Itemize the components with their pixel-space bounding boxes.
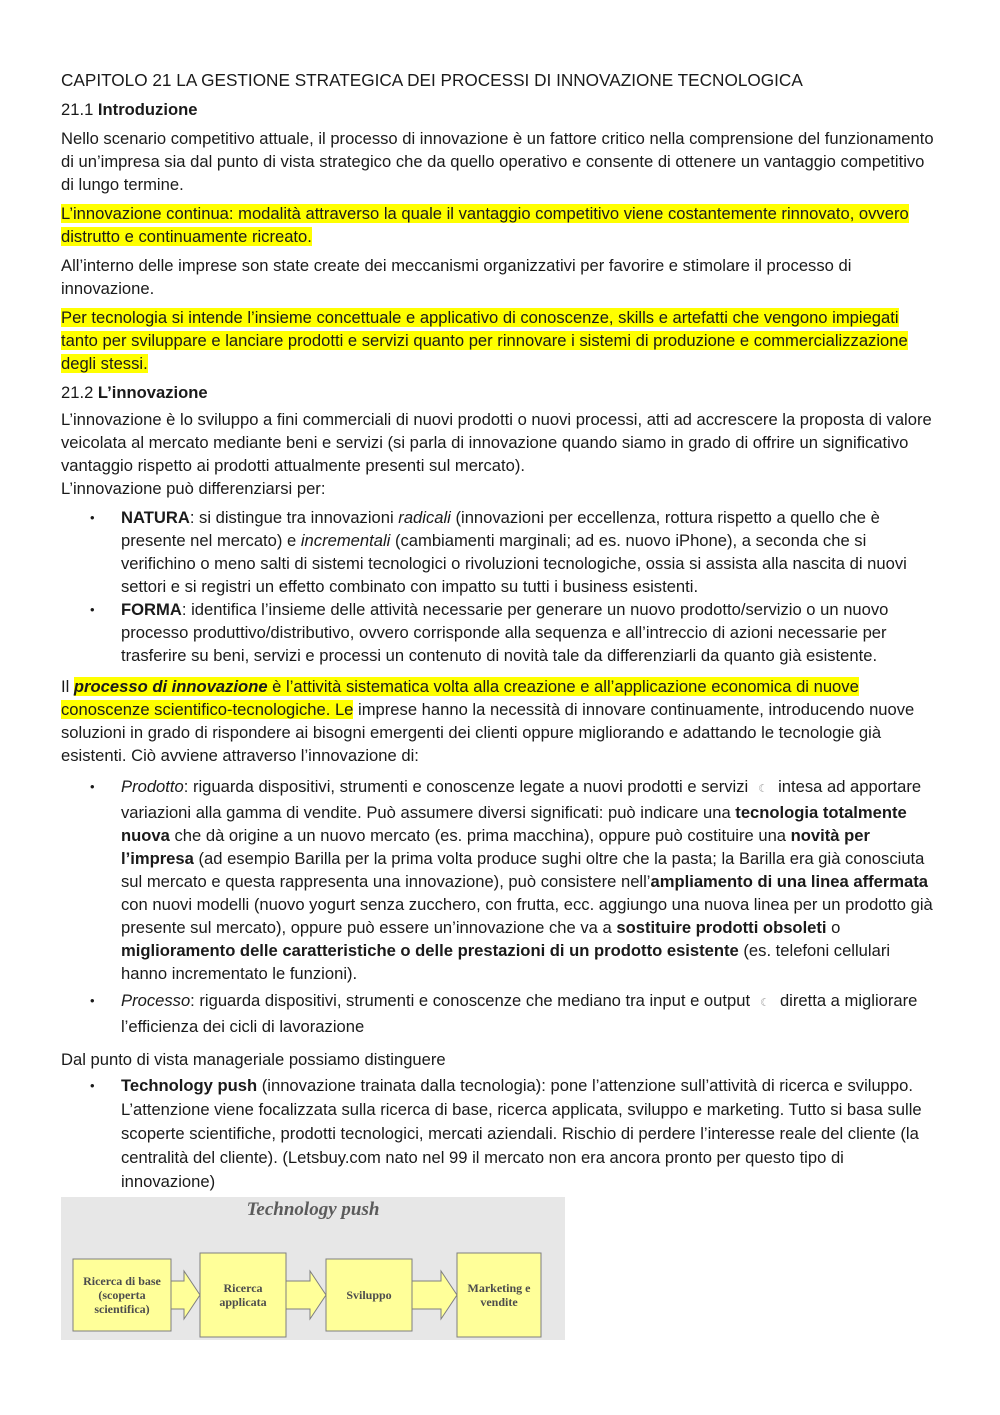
managerial-intro: Dal punto di vista manageriale possiamo distinguere (61, 1050, 446, 1069)
list-item-forma (61, 598, 937, 667)
term-processo-di-innovazione: processo di innovazione (73, 677, 268, 696)
innovation-definition: L’innovazione è lo sviluppo a fini commerciali di nuovi prodotti o nuovi processi, atti ad accrescere la proposta di valore veicolata al mercato mediante beni e servizi (si parla di innovazione quando siamo in grado di offrire un significativo vantaggio rispetto ai prodotti attualmente presenti sul mercato). (61, 410, 932, 475)
innovation-differentiation-intro: L’innovazione può differenziarsi per: (61, 479, 326, 498)
nature-form-list (61, 506, 937, 667)
list-text: intesa ad apportare variazioni alla gamma di vendite. Può assumere diversi significati: può indicare una (121, 777, 922, 822)
arrow-symbol-icon: ☾ (758, 783, 769, 795)
list-text: : riguarda dispositivi, strumenti e conoscenze che mediano tra input e output (190, 991, 751, 1010)
paragraph-text: Il (61, 677, 74, 696)
list-text: : si distingue tra innovazioni (189, 508, 399, 527)
term-prodotto: Prodotto (121, 777, 184, 796)
flow-arrow-3 (412, 1271, 457, 1319)
bold-term: sostituire prodotti obsoleti (616, 918, 827, 937)
term-processo: Processo (121, 991, 191, 1010)
section-heading-21-1 (61, 98, 937, 121)
paragraph-text: imprese hanno la necessità di innovare continuamente, introducendo nuove soluzioni in grado di rispondere ai bisogni emergenti dei clienti oppure migliorando e adattando le tecnologie già esistenti. Ciò avviene attraverso l’innovazione di: (61, 700, 915, 765)
highlight-tecnologia-definition (61, 306, 937, 375)
term-radicali: radicali (398, 508, 451, 527)
arrow-symbol-icon: ☾ (760, 997, 770, 1009)
list-text: : riguarda dispositivi, strumenti e conoscenze legate a nuovi prodotti e servizi (183, 777, 749, 796)
list-item-prodotto (61, 775, 937, 985)
bold-term: novità per l’impresa (121, 826, 870, 868)
managerial-list (61, 1074, 937, 1194)
list-text: (es. telefoni cellulari hanno incrementato le funzioni). (121, 941, 891, 983)
highlight-text: L’innovazione continua: modalità attraverso la quale il vantaggio competitivo viene costantemente rinnovato, ovvero distrutto e continuamente ricreato. (61, 204, 909, 246)
term-technology-push: Technology push (121, 1076, 258, 1095)
section-title: Introduzione (97, 100, 198, 119)
flow-arrow-1 (171, 1271, 200, 1319)
term-forma: FORMA (121, 600, 182, 619)
section-number: 21.1 (61, 100, 98, 119)
highlight-text-rest: è l’attività sistematica volta alla creazione e all’applicazione economica di nuove conoscenze scientifico-tecnologiche. Le (61, 677, 859, 719)
chapter-title: CAPITOLO 21 LA GESTIONE STRATEGICA DEI PROCESSI DI INNOVAZIONE TECNOLOGICA (61, 70, 803, 90)
section-heading-21-2 (61, 381, 937, 404)
list-text: (innovazioni per eccellenza, rottura rispetto a quello che è presente nel mercato) e (121, 508, 880, 550)
list-item-processo (61, 989, 937, 1038)
list-text: o (826, 918, 841, 937)
term-incrementali: incrementali (300, 531, 391, 550)
technology-push-diagram (61, 1197, 565, 1340)
list-text: (ad esempio Barilla per la prima volta produce sughi oltre che la pasta; la Barilla era già conosciuta sul mercato e questa rappresenta una innovazione), può consistere nell’ (121, 849, 925, 891)
highlight-text: Per tecnologia si intende l’insieme concettuale e applicativo di conoscenze, skills e artefatti che vengono impiegati tanto per sviluppare e lanciare prodotti e servizi quanto per rinnovare i sistemi di produzione e commercializzazione degli stessi. (61, 308, 908, 373)
list-text: : identifica l’insieme delle attività necessarie per generare un nuovo prodotto/servizio o un nuovo processo produttivo/distributivo, ovvero corrisponde alla sequenza e all’intreccio di azioni necessarie per trasferire su beni, servizi e processi un contenuto di novità tale da differenziarli da quanto già esistente. (121, 600, 889, 665)
list-text: (innovazione trainata dalla tecnologia): pone l’attenzione sull’attività di ricerca e sviluppo. L’attenzione viene focalizzata sulla ricerca di base, ricerca applicata, sviluppo e marketing. Tutto si basa sulle scoperte scientifiche, prodotti tecnologici, mercati aziendali. Rischio di perdere l’interesse reale del cliente (la centralità del cliente). (Letsbuy.com nato nel 99 il mercato non era ancora pronto per questo tipo di innovazione) (121, 1076, 922, 1191)
document-content (61, 68, 937, 1340)
section-title: L’innovazione (97, 383, 208, 402)
list-item-natura (61, 506, 937, 598)
list-text: con nuovi modelli (nuovo yogurt senza zucchero, con frutta, ecc. aggiungo una nuova linea per un prodotto già presente sul mercato), oppure può essere un’innovazione che va a (121, 895, 933, 937)
list-item-technology-push (61, 1074, 937, 1194)
diagram-title: Technology push (246, 1199, 380, 1220)
diagram-step-ricerca-di-base: Ricerca di base (scoperta scientifica) (83, 1274, 161, 1316)
product-process-list (61, 775, 937, 1038)
flow-arrow-2 (286, 1271, 326, 1319)
bold-term: ampliamento di una linea affermata (650, 872, 929, 891)
diagram-step-marketing: Marketing e vendite (467, 1281, 531, 1309)
highlight-innovazione-continua (61, 202, 937, 248)
section-number: 21.2 (61, 383, 98, 402)
list-text: (cambiamenti marginali; ad es. nuovo iPhone), a seconda che si verifichino o meno salti di sistemi tecnologici o rivoluzioni tecnologiche, ossia si assista alla nascita di nuovi settori e si registri un effetto combinato con impatto su tutti i business esistenti. (121, 531, 907, 596)
diagram-step-sviluppo: Sviluppo (346, 1288, 392, 1302)
diagram-step-ricerca-applicata: Ricerca applicata (219, 1281, 267, 1309)
innovation-process-paragraph (61, 675, 937, 767)
organizational-paragraph: All’interno delle imprese son state create dei meccanismi organizzativi per favorire e stimolare il processo di innovazione. (61, 256, 852, 298)
bold-term: miglioramento delle caratteristiche o delle prestazioni di un prodotto esistente (121, 941, 739, 960)
bold-term: tecnologia totalmente nuova (121, 803, 907, 845)
list-text: che dà origine a un nuovo mercato (es. prima macchina), oppure può costituire una (169, 826, 791, 845)
intro-paragraph: Nello scenario competitivo attuale, il processo di innovazione è un fattore critico nella comprensione del funzionamento di un’impresa sia dal punto di vista strategico che da quello operativo e consente di ottenere un vantaggio competitivo di lungo termine. (61, 129, 934, 194)
term-natura: NATURA (121, 508, 190, 527)
list-text: diretta a migliorare l’efficienza dei cicli di lavorazione (121, 991, 918, 1036)
